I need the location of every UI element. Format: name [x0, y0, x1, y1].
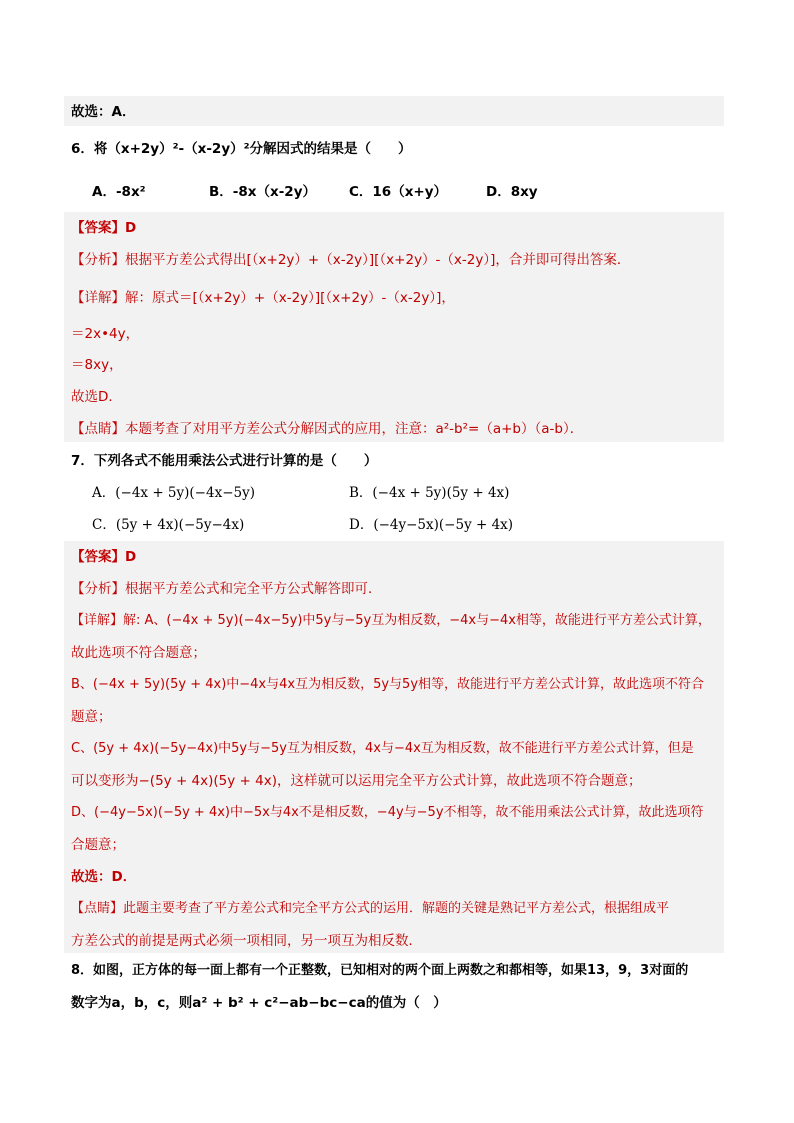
q7-detail-8: 合题意； [71, 837, 125, 853]
q7-option-a[interactable]: A．(−4x + 5y)(−4x−5y) [92, 485, 255, 501]
q6-solution-band [64, 212, 724, 442]
q7-option-b[interactable]: B．(−4x + 5y)(5y + 4x) [349, 485, 510, 501]
q7-detail-6: 可以变形为−(5y + 4x)(5y + 4x)，这样就可以运用完全平方公式计算，故此选项不符合题意； [71, 773, 642, 789]
q7-comment-2: 方差公式的前提是两式必须一项相同，另一项互为相反数． [71, 933, 422, 949]
q6-comment: 【点睛】本题考查了对用平方差公式分解因式的应用，注意：a²-b²=（a+b）（a-b）． [71, 421, 584, 437]
q7-detail-7: D、(−4y−5x)(−5y + 4x)中−5x与4x不是相反数，−4y与−5y不相等，故不能用乘法公式计算，故此选项符 [71, 805, 704, 820]
q7-answer: 【答案】D [71, 549, 137, 565]
q7-detail-1: 【详解】解: A、(−4x + 5y)(−4x−5y)中5y与−5y互为相反数，−4x与−4x相等，故能进行平方差公式计算， [71, 613, 711, 628]
q8-stem-2: 数字为a，b，c，则a² + b² + c²−ab−bc−ca的值为（ ） [71, 995, 447, 1011]
q6-option-c[interactable]: C．16（x+y） [349, 184, 448, 200]
q7-detail-9: 故选：D． [71, 869, 137, 885]
q6-detail-2: ＝2x•4y， [71, 326, 140, 342]
q7-detail-5: C、(5y + 4x)(−5y−4x)中5y与−5y互为相反数，4x与−4x互为相反数，故不能进行平方差公式计算，但是 [71, 741, 694, 756]
q7-detail-4: 题意； [71, 709, 112, 725]
q7-option-d[interactable]: D．(−4y−5x)(−5y + 4x) [349, 517, 514, 533]
q6-answer: 【答案】D [71, 220, 137, 236]
q5-conclusion: 故选：A． [71, 104, 136, 120]
q5-tail-band [64, 96, 724, 126]
q7-comment-1: 【点睛】此题主要考查了平方差公式和完全平方公式的运用．解题的关键是熟记平方差公式，根据组成平 [71, 901, 670, 916]
q6-detail-1: 【详解】解：原式＝[（x+2y）+（x-2y）][（x+2y）-（x-2y）]， [71, 290, 455, 306]
q6-stem: 6．将（x+2y）²-（x-2y）²分解因式的结果是（ ） [71, 141, 412, 157]
q7-analysis: 【分析】根据平方差公式和完全平方公式解答即可． [71, 581, 382, 597]
q6-detail-3: ＝8xy， [71, 357, 123, 373]
q8-stem-1: 8．如图，正方体的每一面上都有一个正整数，已知相对的两个面上两数之和都相等，如果13，9，3对面的 [71, 963, 689, 978]
q6-option-b[interactable]: B．-8x（x-2y） [209, 184, 316, 200]
q6-analysis: 【分析】根据平方差公式得出[（x+2y）+（x-2y）][（x+2y）-（x-2y）]，合并即可得出答案． [71, 252, 631, 268]
q6-option-a[interactable]: A．-8x² [92, 184, 146, 200]
q7-detail-2: 故此选项不符合题意； [71, 645, 206, 661]
q6-detail-4: 故选D． [71, 389, 122, 405]
q7-detail-3: B、(−4x + 5y)(5y + 4x)中−4x与4x互为相反数，5y与5y相等，故能进行平方差公式计算，故此选项不符合 [71, 677, 705, 692]
q7-stem: 7．下列各式不能用乘法公式进行计算的是（ ） [71, 453, 378, 469]
q7-option-c[interactable]: C．(5y + 4x)(−5y−4x) [92, 517, 245, 533]
q6-option-d[interactable]: D．8xy [486, 184, 538, 200]
